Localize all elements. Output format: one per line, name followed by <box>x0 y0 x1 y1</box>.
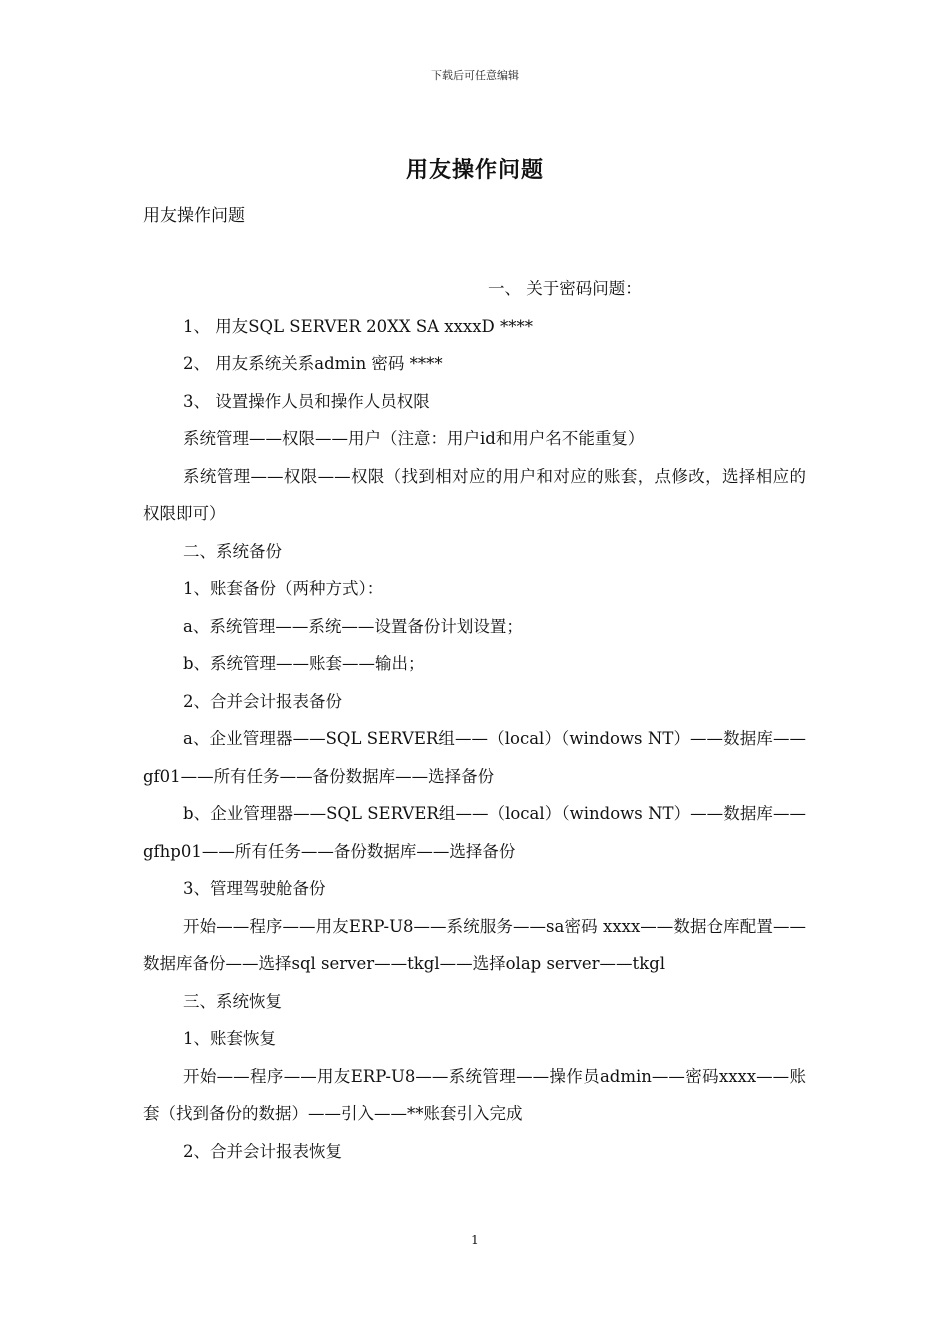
list-item: 2、合并会计报表恢复 <box>183 1141 342 1161</box>
document-subtitle: 用友操作问题 <box>143 206 245 226</box>
paragraph-backup-gfhp01: b、企业管理器——SQL SERVER组——（local）（windows NT）——数据库——gfhp01——所有任务——备份数据库——选择备份 <box>143 804 806 861</box>
document-title: 用友操作问题 <box>405 157 544 183</box>
list-item: 3、管理驾驶舱备份 <box>183 879 326 898</box>
list-item: b、系统管理——账套——输出； <box>183 654 425 673</box>
section-heading-password: 一、 关于密码问题： <box>488 279 642 298</box>
list-item: 3、 设置操作人员和操作人员权限 <box>183 391 430 411</box>
paragraph-user-path: 系统管理——权限——用户（注意：用户id和用户名不能重复） <box>183 429 645 448</box>
document-body <box>143 270 806 1170</box>
section-heading-restore: 三、系统恢复 <box>183 991 282 1011</box>
paragraph-backup-cockpit: 开始——程序——用友ERP-U8——系统服务——sa密码 xxxx——数据仓库配置——数据库备份——选择sql server——tkgl——选择olap server——tkgl <box>143 916 806 973</box>
paragraph-backup-gf01: a、企业管理器——SQL SERVER组——（local）（windows NT）——数据库——gf01——所有任务——备份数据库——选择备份 <box>143 729 806 786</box>
list-item: 1、 用友SQL SERVER 20XX SA xxxxD **** <box>183 316 533 336</box>
list-item: 1、账套备份（两种方式）： <box>183 579 384 598</box>
paragraph-restore-account: 开始——程序——用友ERP-U8——系统管理——操作员admin——密码xxxx——账套（找到备份的数据）——引入——**账套引入完成 <box>143 1066 806 1123</box>
section-heading-backup: 二、系统备份 <box>183 541 282 561</box>
list-item: 1、账套恢复 <box>183 1029 276 1048</box>
paragraph-permission-path: 系统管理——权限——权限（找到相对应的用户和对应的账套，点修改，选择相应的权限即可） <box>143 466 806 523</box>
page-number: 1 <box>471 1233 479 1247</box>
list-item: a、系统管理——系统——设置备份计划设置； <box>183 616 523 636</box>
list-item: 2、 用友系统关系admin 密码 **** <box>183 354 443 373</box>
list-item: 2、合并会计报表备份 <box>183 691 342 711</box>
page-header: 下载后可任意编辑 <box>431 69 519 82</box>
